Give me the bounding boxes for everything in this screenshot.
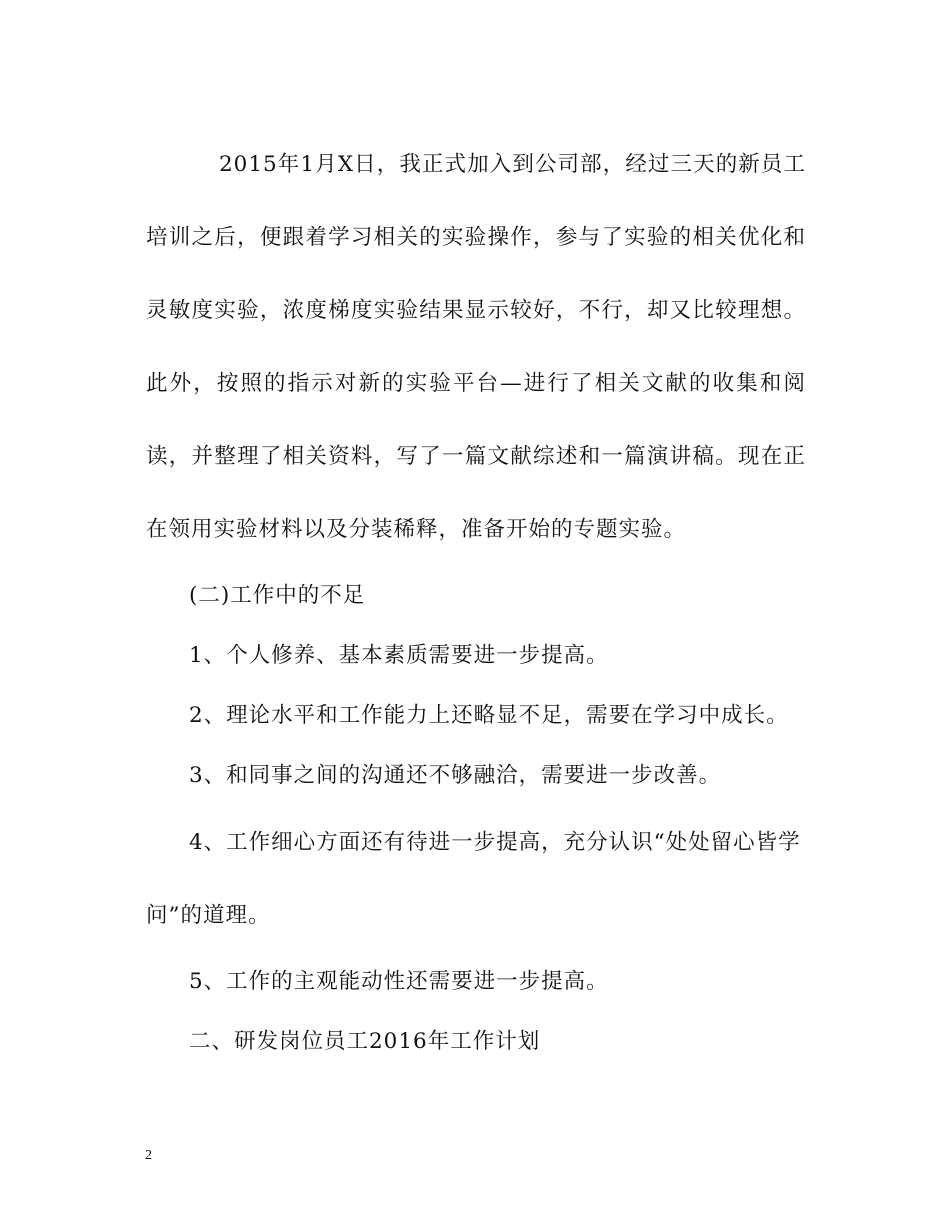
list-item: 2、理论水平和工作能力上还略显不足，需要在学习中成长。 <box>189 703 789 728</box>
list-item: 3、和同事之间的沟通还不够融洽，需要进一步改善。 <box>189 763 722 788</box>
list-item: 1、个人修养、基本素质需要进一步提高。 <box>189 643 609 668</box>
list-item: 4、工作细心方面还有待进一步提高，充分认识“处处留心皆学问”的道理。 <box>146 830 801 928</box>
document-body <box>146 128 806 1072</box>
plan-heading: 二、研发岗位员工2016年工作计划 <box>189 1029 541 1054</box>
section-heading: (二)工作中的不足 <box>189 583 366 608</box>
body-paragraph: 2015年1月X日，我正式加入到公司部，经过三天的新员工培训之后，便跟着学习相关的实验操作，参与了实验的相关优化和灵敏度实验，浓度梯度实验结果显示较好，不行，却又比较理想。此外，按照的指示对新的实验平台—进行了相关文献的收集和阅读，并整理了相关资料，写了一篇文献综述和一篇演讲稿。现在正在领用实验材料以及分装稀释，准备开始的专题实验。 <box>146 152 806 542</box>
list-item: 5、工作的主观能动性还需要进一步提高。 <box>189 969 609 994</box>
page-number: 2 <box>145 1148 152 1163</box>
